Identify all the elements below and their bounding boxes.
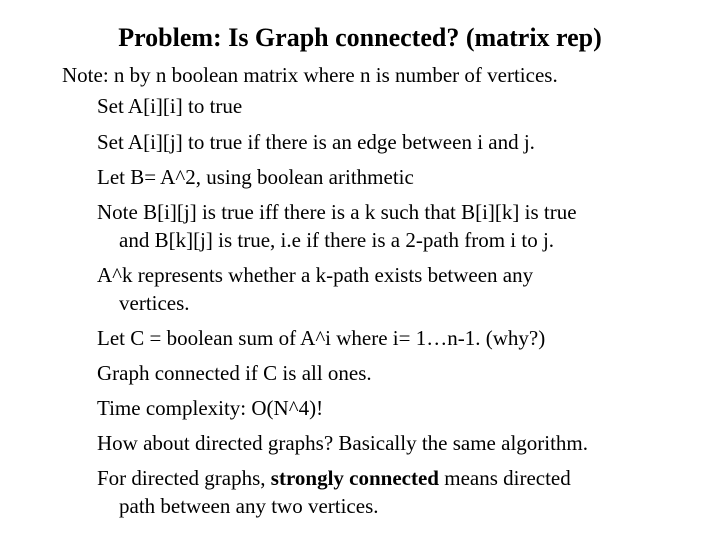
directed-line: How about directed graphs? Basically the same algorithm.	[97, 431, 589, 455]
strong-prefix: For directed graphs,	[97, 466, 271, 490]
let-c-line: Let C = boolean sum of A^i where i= 1…n-1. (why?)	[97, 326, 546, 350]
strongly-connected-line-1	[97, 465, 571, 491]
let-b-line: Let B= A^2, using boolean arithmetic	[97, 165, 414, 189]
ak-line-1: A^k represents whether a k-path exists between any	[97, 263, 534, 287]
strongly-connected-line-2: path between any two vertices.	[119, 494, 379, 518]
note-b-line-1: Note B[i][j] is true iff there is a k such that B[i][k] is true	[97, 200, 577, 224]
strong-suffix: means directed	[438, 466, 571, 490]
complexity-line: Time complexity: O(N^4)!	[97, 396, 324, 420]
strongly-connected-term: strongly connected	[270, 466, 439, 490]
set-edge-line: Set A[i][j] to true if there is an edge between i and j.	[97, 130, 535, 154]
slide-title: Problem: Is Graph connected? (matrix rep)	[118, 23, 602, 52]
note-b-line-2: and B[k][j] is true, i.e if there is a 2-path from i to j.	[119, 228, 555, 252]
set-diagonal-line: Set A[i][i] to true	[97, 94, 243, 118]
connected-line: Graph connected if C is all ones.	[97, 361, 372, 385]
note-line: Note: n by n boolean matrix where n is number of vertices.	[62, 63, 558, 87]
ak-line-2: vertices.	[119, 291, 190, 315]
